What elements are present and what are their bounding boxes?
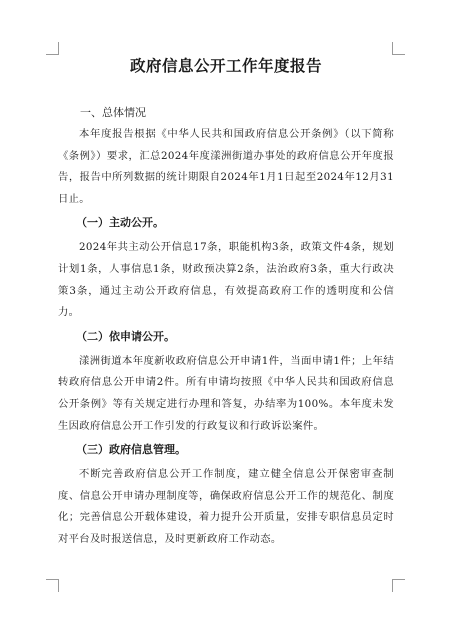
subsection-heading-information-management: （三）政府信息管理。 [76, 443, 186, 457]
subsection-heading-proactive-disclosure: （一）主动公开。 [76, 216, 164, 230]
intro-paragraph: 本年度报告根据《中华人民共和国政府信息公开条例》（以下简称《条例》）要求，汇总2024年度漾洲街道办事处的政府信息公开年度报告，报告中所列数据的统计期限自2024年1月1日起至2024年12月31日止。 [58, 128, 394, 205]
proactive-disclosure-paragraph: 2024年共主动公开信息17条，职能机构3条，政策文件4条，规划计划1条，人事信息1条，财政预决算2条，法治政府3条，重大行政决策3条，通过主动公开政府信息，有效提高政府工作的透明度和公信力。 [58, 241, 394, 319]
crop-mark-bottom-left [46, 579, 59, 592]
subsection-heading-request-disclosure: （二）依申请公开。 [76, 329, 175, 343]
crop-mark-bottom-right [392, 579, 405, 592]
document-title: 政府信息公开工作年度报告 [129, 56, 322, 75]
information-management-paragraph: 不断完善政府信息公开工作制度，建立健全信息公开保密审查制度、信息公开申请办理制度等，确保政府信息公开工作的规范化、制度化；完善信息公开载体建设，着力提升公开质量，安排专职信息员定时对平台及时报送信息，及时更新政府工作动态。 [58, 468, 394, 545]
document-body [58, 52, 394, 553]
section-heading-overview: 一、总体情况 [80, 106, 146, 119]
request-disclosure-paragraph: 漾洲街道本年度新收政府信息公开申请1件，当面申请1件；上年结转政府信息公开申请2件。所有申请均按照《中华人民共和国政府信息公开条例》等有关规定进行办理和答复，办结率为100%。本年度未发生因政府信息公开工作引发的行政复议和行政诉讼案件。 [58, 354, 394, 432]
